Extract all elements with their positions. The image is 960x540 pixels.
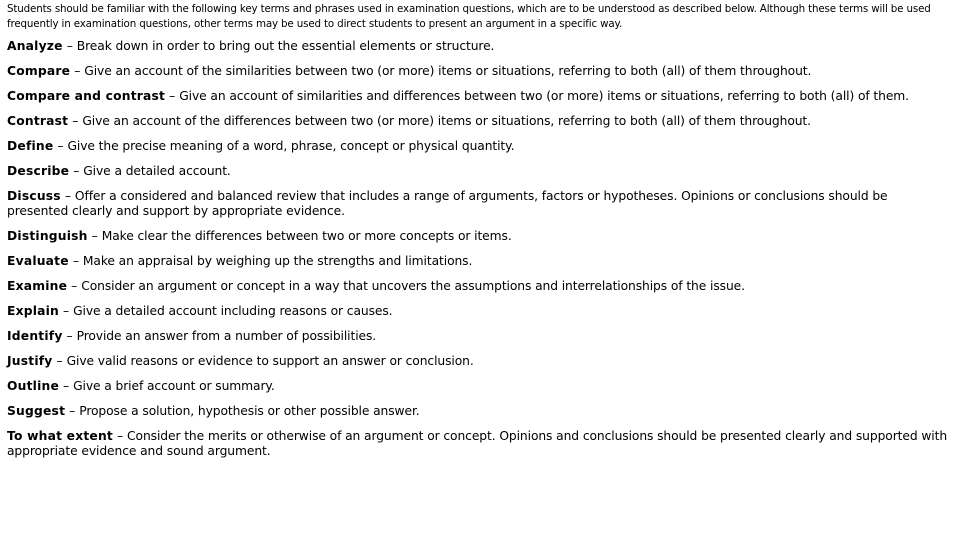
terms-list <box>7 39 952 469</box>
term-separator: – <box>63 304 70 319</box>
term-word: Compare and contrast <box>7 88 166 103</box>
term-word: Discuss <box>7 188 61 203</box>
term-definition: Give an account of the similarities between two (or more) items or situations, referring to both (all) of them throughout. <box>84 63 812 78</box>
term-entry-discuss <box>7 189 952 220</box>
term-word: Define <box>7 138 54 153</box>
term-definition: Offer a considered and balanced review that includes a range of arguments, factors or hypotheses. Opinions or conclusions should be presented clearly and support by appropriate evidence. <box>7 188 888 219</box>
term-entry-to-what-extent <box>7 429 952 460</box>
term-entry-explain <box>7 304 952 319</box>
term-separator: – <box>57 138 64 153</box>
term-word: Identify <box>7 329 63 344</box>
intro-paragraph: Students should be familiar with the following key terms and phrases used in examination questions, which are to be understood as described below. Although these terms will be used frequently in examination questions, other terms may be used to direct students to present an argument in a specific way. <box>7 3 931 30</box>
term-separator: – <box>56 354 63 369</box>
term-entry-identify <box>7 329 952 344</box>
term-separator: – <box>64 188 71 203</box>
term-definition: Consider the merits or otherwise of an argument or concept. Opinions and conclusions should be presented clearly and supported with appropriate evidence and sound argument. <box>7 429 948 459</box>
term-word: Contrast <box>7 113 69 128</box>
term-entry-evaluate <box>7 254 952 269</box>
term-entry-analyze <box>7 39 952 54</box>
term-word: Examine <box>7 279 68 294</box>
term-entry-define <box>7 139 952 154</box>
term-entry-compare-and-contrast <box>7 89 952 104</box>
term-entry-justify <box>7 354 952 369</box>
term-definition: Give a detailed account including reasons or causes. <box>73 304 393 319</box>
term-separator: – <box>72 113 79 128</box>
term-entry-contrast <box>7 114 952 129</box>
term-entry-outline <box>7 379 952 394</box>
term-separator: – <box>66 329 73 344</box>
term-word: Evaluate <box>7 254 69 269</box>
term-definition: Give an account of similarities and differences between two (or more) items or situations, referring to both (all) of them. <box>179 88 909 103</box>
term-separator: – <box>116 429 124 444</box>
term-word: Outline <box>7 379 60 394</box>
term-word: Explain <box>7 304 60 319</box>
term-definition: Consider an argument or concept in a way that uncovers the assumptions and interrelationships of the issue. <box>81 279 745 294</box>
term-word: Justify <box>7 354 53 369</box>
term-separator: – <box>72 254 79 269</box>
term-separator: – <box>69 404 76 419</box>
term-definition: Break down in order to bring out the essential elements or structure. <box>76 39 495 53</box>
term-entry-distinguish <box>7 229 952 244</box>
term-separator: – <box>63 379 70 394</box>
term-separator: – <box>66 39 73 53</box>
term-separator: – <box>91 229 98 244</box>
term-word: To what extent <box>7 429 113 444</box>
term-word: Suggest <box>7 404 66 419</box>
term-word: Describe <box>7 163 70 178</box>
term-entry-examine <box>7 279 952 294</box>
term-definition: Give valid reasons or evidence to support an answer or conclusion. <box>66 354 474 369</box>
term-definition: Make clear the differences between two or more concepts or items. <box>101 229 512 244</box>
term-separator: – <box>169 88 176 103</box>
term-entry-compare <box>7 64 952 79</box>
term-separator: – <box>71 279 78 294</box>
term-separator: – <box>74 63 81 78</box>
term-entry-describe <box>7 164 952 179</box>
term-definition: Give a detailed account. <box>83 163 231 178</box>
term-definition: Make an appraisal by weighing up the strengths and limitations. <box>82 254 473 269</box>
term-word: Analyze <box>7 39 63 53</box>
term-definition: Give the precise meaning of a word, phrase, concept or physical quantity. <box>67 138 515 153</box>
term-definition: Provide an answer from a number of possibilities. <box>76 329 377 344</box>
term-word: Distinguish <box>7 229 88 244</box>
term-definition: Give a brief account or summary. <box>73 379 275 394</box>
term-word: Compare <box>7 63 71 78</box>
term-entry-suggest <box>7 404 952 419</box>
term-separator: – <box>73 163 80 178</box>
term-definition: Give an account of the differences between two (or more) items or situations, referring to both (all) of them throughout. <box>82 113 811 128</box>
term-definition: Propose a solution, hypothesis or other possible answer. <box>79 404 420 419</box>
